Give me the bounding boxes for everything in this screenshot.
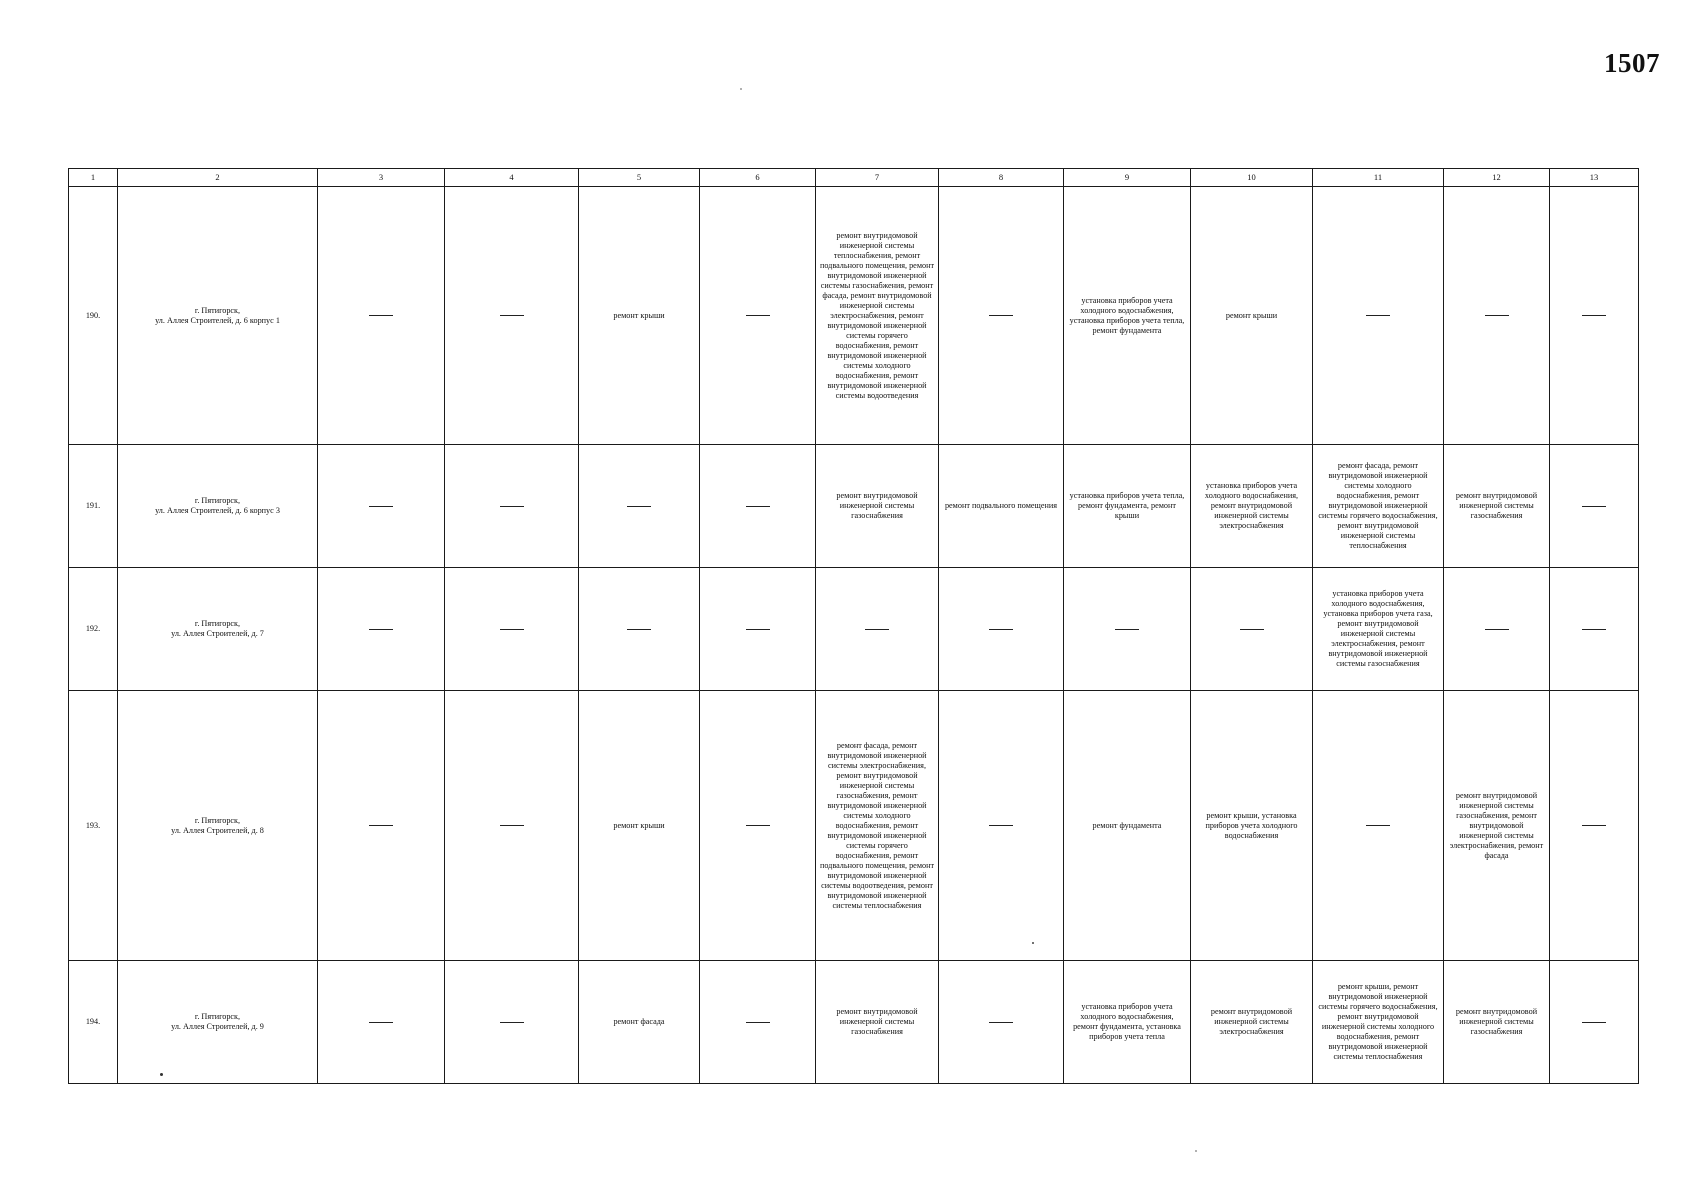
dash-mark xyxy=(989,1022,1013,1023)
column-header: 2 xyxy=(118,169,318,187)
work-type-cell: установка приборов учета тепла, ремонт фундамента, ремонт крыши xyxy=(1064,445,1191,568)
empty-dash-cell xyxy=(318,445,445,568)
dash-mark xyxy=(1582,1022,1606,1023)
row-number: 194. xyxy=(69,961,118,1084)
empty-dash-cell xyxy=(1550,691,1639,961)
work-type-cell: ремонт подвального помещения xyxy=(939,445,1064,568)
empty-dash-cell xyxy=(445,445,579,568)
empty-dash-cell xyxy=(1444,568,1550,691)
work-type-cell: ремонт крыши xyxy=(579,187,700,445)
dash-mark xyxy=(1366,315,1390,316)
row-number: 190. xyxy=(69,187,118,445)
work-type-cell: установка приборов учета холодного водоснабжения, установка приборов учета газа, ремонт внутридомовой инженерной системы электроснабжения, ремонт внутридомовой инженерной системы газоснабжения xyxy=(1313,568,1444,691)
column-header: 7 xyxy=(816,169,939,187)
dash-mark xyxy=(369,825,393,826)
scan-speck xyxy=(160,1073,163,1076)
page-number: 1507 xyxy=(1604,48,1660,78)
dash-mark xyxy=(1366,825,1390,826)
dash-mark xyxy=(1485,315,1509,316)
dash-mark xyxy=(627,629,651,630)
dash-mark xyxy=(500,629,524,630)
work-type-cell: ремонт внутридомовой инженерной системы газоснабжения xyxy=(816,445,939,568)
work-type-cell: ремонт фасада, ремонт внутридомовой инженерной системы электроснабжения, ремонт внутридомовой инженерной системы газоснабжения, ремонт внутридомовой инженерной системы холодного водоснабжения, ремонт внутридомовой инженерной системы горячего водоснабжения, ремонт подвального помещения, ремонт внутридомовой инженерной системы водоотведения, ремонт внутридомовой инженерной системы теплоснабжения xyxy=(816,691,939,961)
table-row xyxy=(69,568,1639,691)
work-type-cell: установка приборов учета холодного водоснабжения, установка приборов учета тепла, ремонт фундамента xyxy=(1064,187,1191,445)
work-type-cell: ремонт крыши xyxy=(1191,187,1313,445)
column-header: 4 xyxy=(445,169,579,187)
empty-dash-cell xyxy=(939,691,1064,961)
empty-dash-cell xyxy=(1550,445,1639,568)
address-cell xyxy=(118,691,318,961)
work-type-cell: ремонт внутридомовой инженерной системы газоснабжения xyxy=(1444,445,1550,568)
address-cell xyxy=(118,445,318,568)
dash-mark xyxy=(1582,825,1606,826)
dash-mark xyxy=(989,629,1013,630)
empty-dash-cell xyxy=(939,568,1064,691)
work-type-cell: ремонт фасада, ремонт внутридомовой инженерной системы холодного водоснабжения, ремонт внутридомовой инженерной системы горячего водоснабжения, ремонт внутридомовой инженерной системы теплоснабжения xyxy=(1313,445,1444,568)
row-number: 193. xyxy=(69,691,118,961)
empty-dash-cell xyxy=(445,961,579,1084)
dash-mark xyxy=(1582,506,1606,507)
scan-speck xyxy=(740,88,742,90)
column-header: 10 xyxy=(1191,169,1313,187)
work-type-cell: установка приборов учета холодного водоснабжения, ремонт внутридомовой инженерной системы электроснабжения xyxy=(1191,445,1313,568)
work-type-cell: ремонт фундамента xyxy=(1064,691,1191,961)
empty-dash-cell xyxy=(445,568,579,691)
address-cell xyxy=(118,568,318,691)
column-header: 8 xyxy=(939,169,1064,187)
empty-dash-cell xyxy=(1313,187,1444,445)
address-line: ул. Аллея Строителей, д. 6 корпус 1 xyxy=(155,315,280,325)
dash-mark xyxy=(500,315,524,316)
dash-mark xyxy=(369,1022,393,1023)
dash-mark xyxy=(989,315,1013,316)
empty-dash-cell xyxy=(318,187,445,445)
work-type-cell: установка приборов учета холодного водоснабжения, ремонт фундамента, установка приборов учета тепла xyxy=(1064,961,1191,1084)
dash-mark xyxy=(1115,629,1139,630)
address-cell xyxy=(118,187,318,445)
column-header: 11 xyxy=(1313,169,1444,187)
row-number: 192. xyxy=(69,568,118,691)
empty-dash-cell xyxy=(1444,187,1550,445)
empty-dash-cell xyxy=(318,961,445,1084)
work-type-cell: ремонт внутридомовой инженерной системы газоснабжения xyxy=(1444,961,1550,1084)
column-header: 5 xyxy=(579,169,700,187)
dash-mark xyxy=(369,629,393,630)
empty-dash-cell xyxy=(1550,568,1639,691)
column-header: 6 xyxy=(700,169,816,187)
dash-mark xyxy=(369,506,393,507)
address-cell xyxy=(118,961,318,1084)
table-row xyxy=(69,961,1639,1084)
address-line: г. Пятигорск, xyxy=(194,305,241,315)
column-header: 12 xyxy=(1444,169,1550,187)
table-row xyxy=(69,691,1639,961)
dash-mark xyxy=(746,825,770,826)
empty-dash-cell xyxy=(700,187,816,445)
dash-mark xyxy=(746,506,770,507)
table-row xyxy=(69,445,1639,568)
dash-mark xyxy=(627,506,651,507)
work-type-cell: ремонт крыши, ремонт внутридомовой инженерной системы горячего водоснабжения, ремонт внутридомовой инженерной системы холодного водоснабжения, ремонт внутридомовой инженерной системы теплоснабжения xyxy=(1313,961,1444,1084)
empty-dash-cell xyxy=(318,691,445,961)
empty-dash-cell xyxy=(318,568,445,691)
empty-dash-cell xyxy=(939,961,1064,1084)
repair-schedule-table xyxy=(68,168,1639,1084)
empty-dash-cell xyxy=(1550,961,1639,1084)
address-line: ул. Аллея Строителей, д. 6 корпус 3 xyxy=(155,506,280,515)
dash-mark xyxy=(369,315,393,316)
empty-dash-cell xyxy=(1064,568,1191,691)
empty-dash-cell xyxy=(700,568,816,691)
empty-dash-cell xyxy=(939,187,1064,445)
work-type-cell: ремонт крыши, установка приборов учета холодного водоснабжения xyxy=(1191,691,1313,961)
scan-speck xyxy=(1195,1150,1197,1152)
empty-dash-cell xyxy=(579,568,700,691)
dash-mark xyxy=(500,506,524,507)
column-header: 13 xyxy=(1550,169,1639,187)
address-line: г. Пятигорск, xyxy=(194,496,241,505)
dash-mark xyxy=(746,1022,770,1023)
empty-dash-cell xyxy=(700,445,816,568)
work-type-cell: ремонт крыши xyxy=(579,691,700,961)
table-row xyxy=(69,187,1639,445)
empty-dash-cell xyxy=(445,691,579,961)
empty-dash-cell xyxy=(816,568,939,691)
address-line: ул. Аллея Строителей, д. 8 xyxy=(171,825,264,835)
dash-mark xyxy=(1240,629,1264,630)
dash-mark xyxy=(865,629,889,630)
empty-dash-cell xyxy=(1191,568,1313,691)
dash-mark xyxy=(1582,629,1606,630)
column-number-header-row xyxy=(69,169,1639,187)
address-line: г. Пятигорск, xyxy=(194,1012,241,1021)
column-header: 1 xyxy=(69,169,118,187)
column-header: 9 xyxy=(1064,169,1191,187)
address-line: ул. Аллея Строителей, д. 9 xyxy=(171,1022,264,1031)
work-type-cell: ремонт фасада xyxy=(579,961,700,1084)
scan-speck xyxy=(1032,942,1034,944)
empty-dash-cell xyxy=(579,445,700,568)
work-type-cell: ремонт внутридомовой инженерной системы электроснабжения xyxy=(1191,961,1313,1084)
address-line: г. Пятигорск, xyxy=(194,619,241,628)
dash-mark xyxy=(746,629,770,630)
column-header: 3 xyxy=(318,169,445,187)
dash-mark xyxy=(500,825,524,826)
dash-mark xyxy=(1582,315,1606,316)
empty-dash-cell xyxy=(700,691,816,961)
empty-dash-cell xyxy=(1550,187,1639,445)
empty-dash-cell xyxy=(700,961,816,1084)
work-type-cell: ремонт внутридомовой инженерной системы теплоснабжения, ремонт подвального помещения, ремонт внутридомовой инженерной системы газоснабжения, ремонт фасада, ремонт внутридомовой инженерной системы электроснабжения, ремонт внутридомовой инженерной системы горячего водоснабжения, ремонт внутридомовой инженерной системы холодного водоснабжения, ремонт внутридомовой инженерной системы водоотведения xyxy=(816,187,939,445)
dash-mark xyxy=(1485,629,1509,630)
work-type-cell: ремонт внутридомовой инженерной системы газоснабжения, ремонт внутридомовой инженерной системы электроснабжения, ремонт фасада xyxy=(1444,691,1550,961)
address-line: г. Пятигорск, xyxy=(194,815,241,825)
address-line: ул. Аллея Строителей, д. 7 xyxy=(171,629,264,638)
dash-mark xyxy=(989,825,1013,826)
empty-dash-cell xyxy=(445,187,579,445)
row-number: 191. xyxy=(69,445,118,568)
work-type-cell: ремонт внутридомовой инженерной системы газоснабжения xyxy=(816,961,939,1084)
dash-mark xyxy=(746,315,770,316)
dash-mark xyxy=(500,1022,524,1023)
empty-dash-cell xyxy=(1313,691,1444,961)
